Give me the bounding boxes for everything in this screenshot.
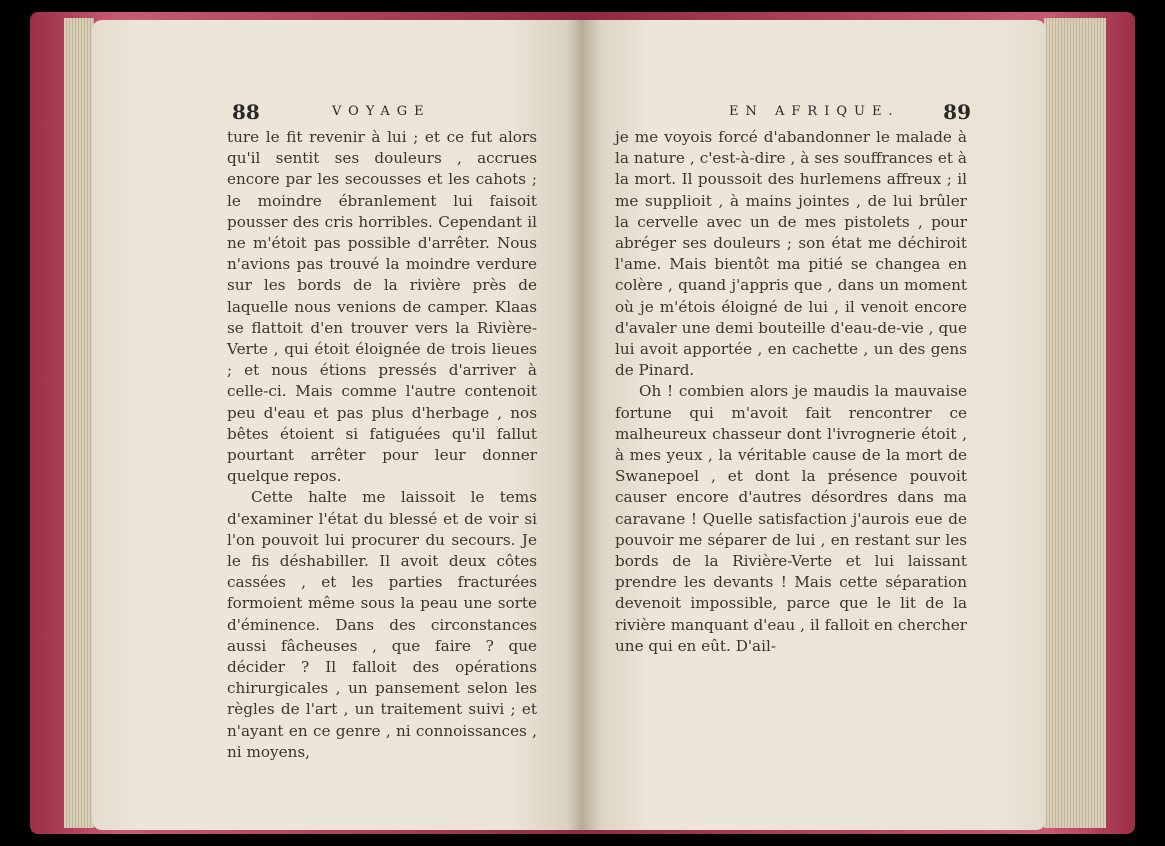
right-paragraph-1: je me voyois forcé d'abandonner le malade à la nature , c'est-à-dire , à ses souffrances et à la mort. Il poussoit des hurlemens affreux ; il me supplioit , à mains jointes , de lui brûler la cervelle avec un de mes pistolets , pour abréger ses douleurs ; son état me déchiroit l'ame. Mais bientôt ma pitié se changea en colère , quand j'appris que , dans un moment où je m'étois éloigné de lui , il venoit encore d'avaler une demi bouteille d'eau-de-vie , que lui avoit apportée , en cachette , un des gens de Pinard.: [615, 128, 967, 380]
left-page-body: [227, 127, 537, 763]
left-running-head: VOYAGE: [332, 104, 431, 119]
right-page: [582, 20, 1046, 830]
left-paragraph-1: ture le fit revenir à lui ; et ce fut alors qu'il sentit ses douleurs , accrues encore par les secousses et les cahots ; le moindre ébranlement lui faisoit pousser des cris horribles. Cependant il ne m'étoit pas possible d'arrêter. Nous n'avions pas trouvé la moindre verdure sur les bords de la rivière près de laquelle nous venions de camper. Klaas se flattoit d'en trouver vers la Rivière-Verte , qui étoit éloignée de trois lieues ; et nous étions pressés d'arriver à celle-ci. Mais comme l'autre contenoit peu d'eau et pas plus d'herbage , nos bêtes étoient si fatiguées qu'il fallut pourtant arrêter pour leur donner quelque repos.: [227, 128, 537, 486]
page-edges-right: [1044, 18, 1106, 828]
right-page-number: 89: [943, 100, 971, 124]
left-page: [92, 20, 582, 830]
left-paragraph-2: Cette halte me laissoit le tems d'examiner l'état du blessé et de voir si l'on pouvoit lui procurer du secours. Je le fis déshabiller. Il avoit deux côtes cassées , et les parties fracturées formoient même sous la peau une sorte d'éminence. Dans des circonstances aussi fâcheuses , que faire ? que décider ? Il falloit des opérations chirurgicales , un pansement selon les règles de l'art , un traitement suivi ; et n'ayant en ce genre , ni connoissances , ni moyens,: [227, 488, 537, 761]
right-paragraph-2: Oh ! combien alors je maudis la mauvaise fortune qui m'avoit fait rencontrer ce malheureux chasseur dont l'ivrognerie étoit , à mes yeux , la véritable cause de la mort de Swanepoel , et dont la présence pouvoit causer encore d'autres désordres dans ma caravane ! Quelle satisfaction j'aurois eue de pouvoir me séparer de lui , en restant sur les bords de la Rivière-Verte et lui laissant prendre les devants ! Mais cette séparation devenoit impossible, parce que le lit de la rivière manquant d'eau , il falloit en chercher une qui en eût. D'ail-: [615, 382, 967, 655]
page-edges-left: [64, 18, 94, 828]
right-page-body: [615, 127, 967, 657]
left-page-number: 88: [232, 100, 260, 124]
right-running-head: EN AFRIQUE.: [729, 104, 900, 119]
